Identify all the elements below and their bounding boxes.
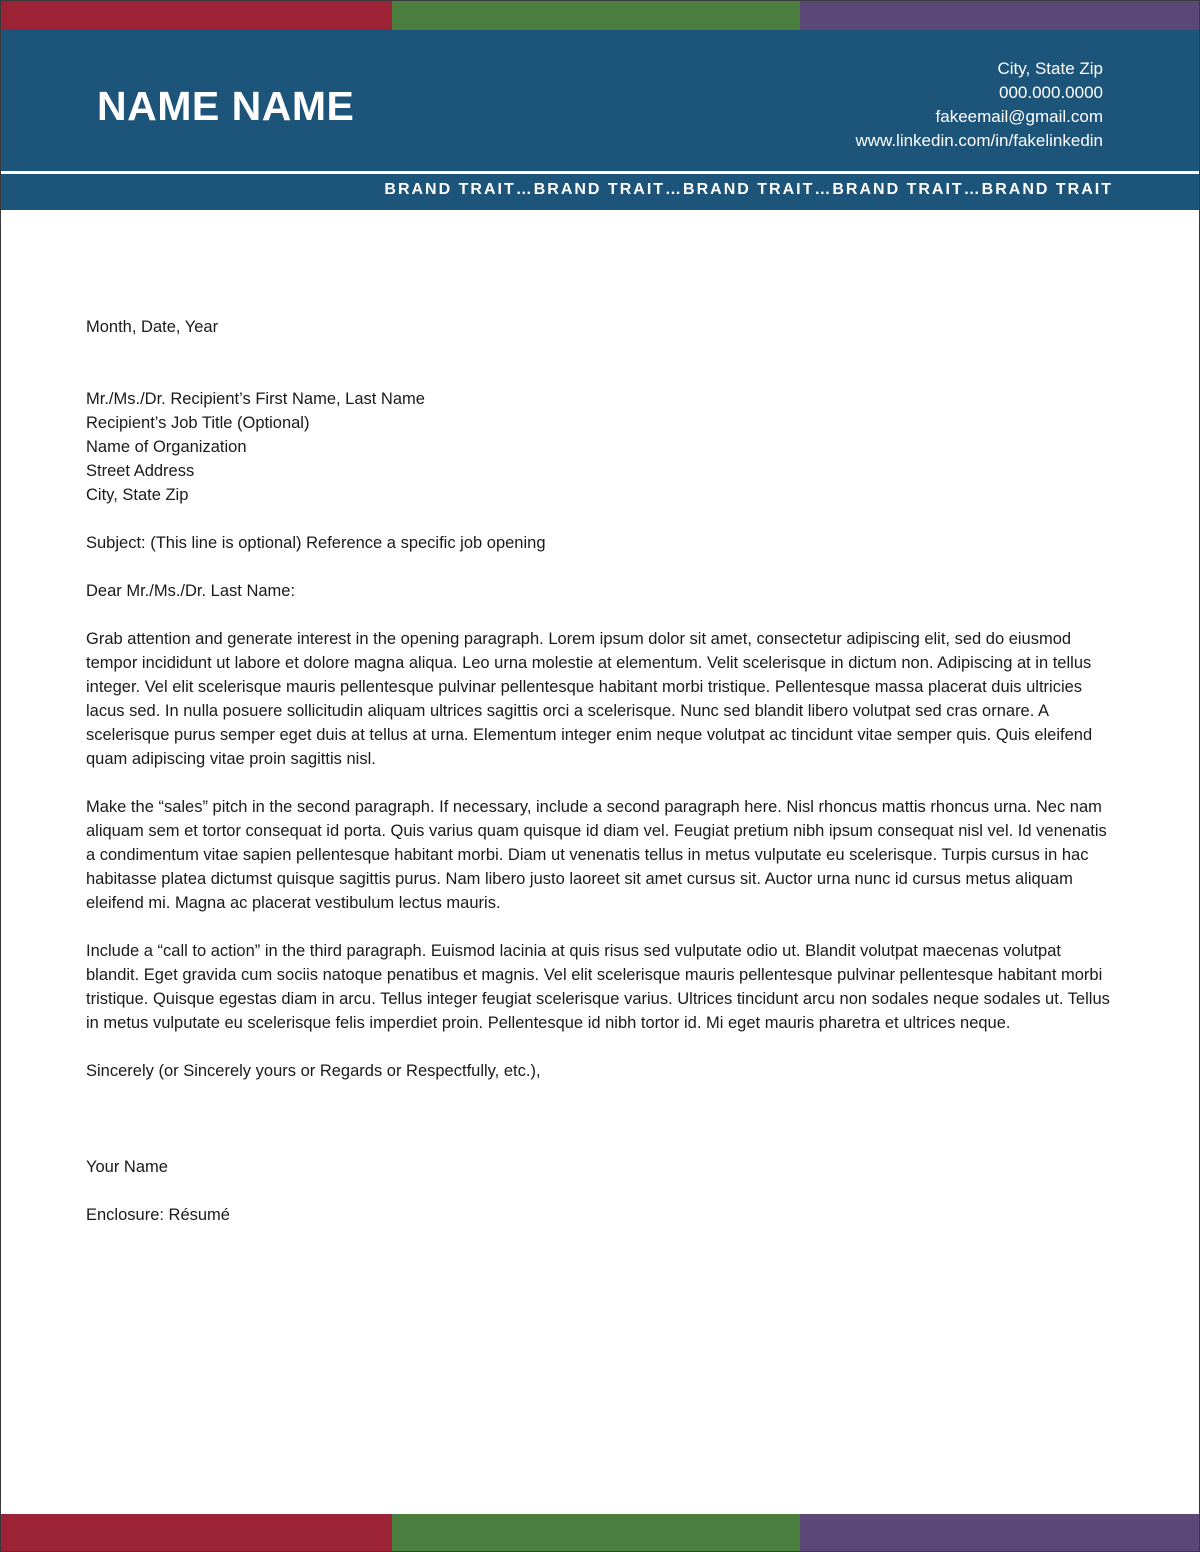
salutation: Dear Mr./Ms./Dr. Last Name:	[86, 582, 296, 600]
contact-linkedin: www.linkedin.com/in/fakelinkedin	[855, 131, 1103, 150]
enclosure: Enclosure: Résumé	[86, 1206, 230, 1224]
top-strip-green	[392, 0, 800, 30]
header-divider	[0, 171, 1200, 174]
sales-paragraph: Make the “sales” pitch in the second paragraph. If necessary, include a second paragraph here. Nisl rhoncus mattis rhoncus urna. Nec nam aliquam sem et tortor consequat id porta. Quis varius quam quisque id diam vel. Feugiat pretium nibh ipsum consequat nisl vel. Id venenatis a condimentum vitae sapien pellentesque habitant morbi. Diam ut venenatis tellus in metus vulputate eu scelerisque. Turpis cursus in hac habitasse platea dictumst quisque sagittis purus. Nam libero justo laoreet sit amet cursus sit. Auctor urna nunc id cursus metus aliquam eleifend mi. Magna ac placerat vestibulum lectus mauris.	[86, 798, 1107, 912]
call-to-action-paragraph: Include a “call to action” in the third paragraph. Euismod lacinia at quis risus sed vulputate odio ut. Blandit volutpat maecenas volutpat blandit. Eget gravida cum sociis natoque penatibus et magnis. Vel elit scelerisque mauris pellentesque pulvinar pellentesque habitant morbi tristique. Quisque egestas diam in arcu. Tellus integer feugiat scelerisque varius. Ultrices tincidunt arcu non sodales neque sodales ut. Tellus in metus vulputate eu scelerisque felis imperdiet proin. Pellentesque id nibh tortor id. Mi eget mauris pharetra et ultrices neque.	[86, 942, 1110, 1032]
recipient-block	[86, 387, 1116, 507]
recipient-organization: Name of Organization	[86, 438, 247, 456]
recipient-city-state-zip: City, State Zip	[86, 486, 189, 504]
subject-line: Subject: (This line is optional) Reference a specific job opening	[86, 534, 546, 552]
recipient-name: Mr./Ms./Dr. Recipient’s First Name, Last Name	[86, 390, 425, 408]
contact-email: fakeemail@gmail.com	[935, 107, 1103, 126]
contact-block	[855, 57, 1103, 153]
bottom-strip-red	[0, 1514, 392, 1552]
top-color-strip	[0, 0, 1200, 30]
top-strip-purple	[800, 0, 1200, 30]
letter-date: Month, Date, Year	[86, 318, 219, 336]
brand-traits: BRAND TRAIT…BRAND TRAIT…BRAND TRAIT…BRAND TRAIT…BRAND TRAIT	[384, 181, 1113, 198]
bottom-strip-purple	[800, 1514, 1200, 1552]
contact-city-state-zip: City, State Zip	[997, 59, 1103, 78]
letter-body	[86, 315, 1116, 1227]
recipient-job-title: Recipient’s Job Title (Optional)	[86, 414, 310, 432]
signature-name: Your Name	[86, 1158, 168, 1176]
contact-phone: 000.000.0000	[999, 83, 1103, 102]
header-band	[0, 30, 1200, 210]
bottom-strip-green	[392, 1514, 800, 1552]
closing: Sincerely (or Sincerely yours or Regards or Respectfully, etc.),	[86, 1062, 541, 1080]
opening-paragraph: Grab attention and generate interest in the opening paragraph. Lorem ipsum dolor sit amet, consectetur adipiscing elit, sed do eiusmod tempor incididunt ut labore et dolore magna aliqua. Leo urna molestie at elementum. Velit scelerisque in dictum non. Adipiscing at in tellus integer. Vel elit scelerisque mauris pellentesque pulvinar pellentesque habitant morbi tristique. Pellentesque massa placerat duis ultricies lacus sed. In nulla posuere sollicitudin aliquam ultrices sagittis orci a scelerisque. Nunc sed blandit libero volutpat sed cras ornare. A scelerisque purus semper eget duis at tellus at urna. Elementum integer enim neque volutpat ac tincidunt vitae semper quis. Quis eleifend quam adipiscing vitae proin sagittis nisl.	[86, 630, 1093, 768]
bottom-color-strip	[0, 1514, 1200, 1552]
applicant-name: NAME NAME	[97, 83, 355, 129]
top-strip-red	[0, 0, 392, 30]
recipient-street: Street Address	[86, 462, 195, 480]
